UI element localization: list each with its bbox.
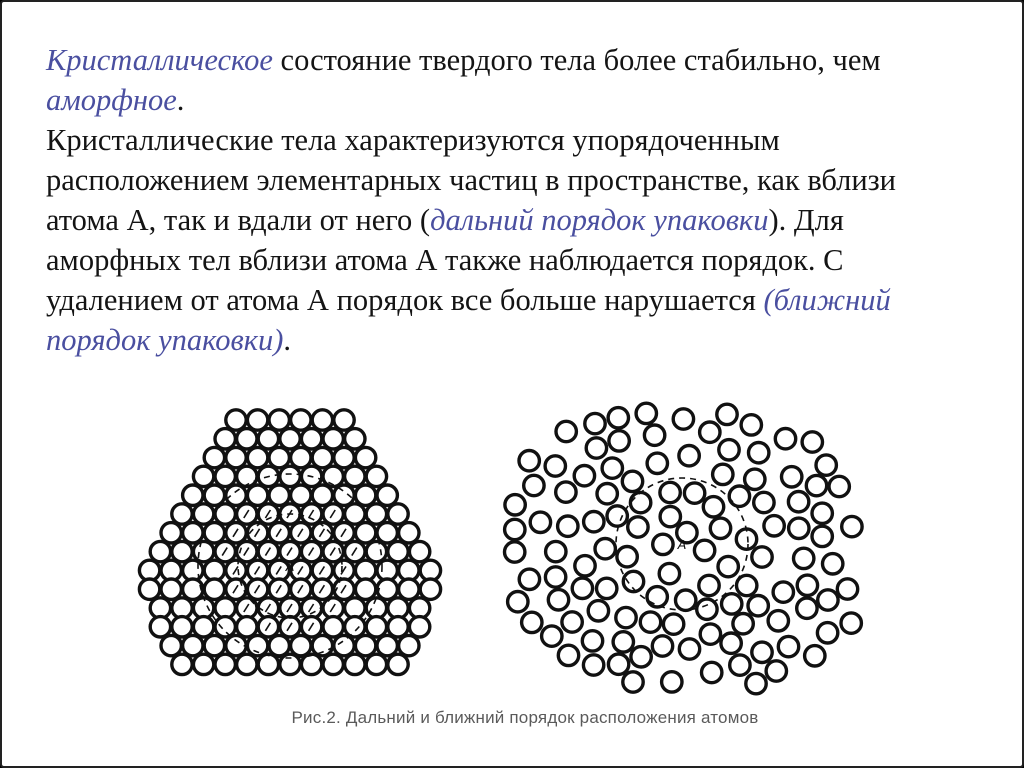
atom bbox=[660, 482, 680, 502]
atom bbox=[703, 497, 723, 517]
atom bbox=[684, 483, 704, 503]
atom bbox=[237, 466, 257, 486]
atom bbox=[631, 647, 651, 667]
atom bbox=[812, 526, 832, 546]
atom bbox=[193, 654, 213, 674]
paragraph-text: Кристаллические тела характеризуются упорядоченным расположением элементарных частиц в пространстве, как вблизи атома А, так и вдали от него ( bbox=[46, 123, 897, 237]
figure-caption: Рис.2. Дальний и ближний порядок расположения атомов bbox=[291, 708, 759, 727]
term-long-range-order: дальний порядок упаковки bbox=[430, 203, 769, 237]
atom bbox=[172, 541, 192, 561]
atom bbox=[323, 466, 343, 486]
atom bbox=[505, 542, 525, 562]
atom bbox=[366, 541, 386, 561]
atom bbox=[193, 504, 213, 524]
atom bbox=[660, 506, 680, 526]
atom bbox=[161, 635, 181, 655]
atom bbox=[775, 429, 795, 449]
atom bbox=[366, 617, 386, 637]
paragraph-stability bbox=[46, 40, 946, 120]
atom bbox=[204, 447, 224, 467]
atom bbox=[183, 579, 203, 599]
atom bbox=[545, 456, 565, 476]
atom bbox=[161, 523, 181, 543]
atom bbox=[226, 485, 246, 505]
atom bbox=[215, 429, 235, 449]
atom bbox=[548, 590, 568, 610]
atom bbox=[172, 504, 192, 524]
atom bbox=[355, 485, 375, 505]
atom bbox=[766, 661, 786, 681]
atom bbox=[818, 590, 838, 610]
atom bbox=[355, 447, 375, 467]
atom bbox=[745, 469, 765, 489]
atom bbox=[663, 614, 683, 634]
atom bbox=[679, 639, 699, 659]
atom bbox=[652, 636, 672, 656]
atom bbox=[291, 485, 311, 505]
atom bbox=[842, 516, 862, 536]
atom bbox=[150, 617, 170, 637]
atom bbox=[595, 539, 615, 559]
atom bbox=[258, 429, 278, 449]
atom bbox=[409, 617, 429, 637]
atom bbox=[505, 519, 525, 539]
atom bbox=[150, 541, 170, 561]
atom bbox=[524, 475, 544, 495]
atom bbox=[617, 547, 637, 567]
atom bbox=[644, 425, 664, 445]
atom bbox=[269, 485, 289, 505]
atom bbox=[773, 582, 793, 602]
atom bbox=[754, 492, 774, 512]
atom bbox=[323, 654, 343, 674]
atom bbox=[291, 635, 311, 655]
atom bbox=[193, 541, 213, 561]
atom bbox=[608, 654, 628, 674]
atom bbox=[699, 575, 719, 595]
atom bbox=[312, 447, 332, 467]
atom bbox=[183, 485, 203, 505]
atom bbox=[622, 471, 642, 491]
atom bbox=[802, 432, 822, 452]
atom bbox=[729, 486, 749, 506]
atom bbox=[575, 556, 595, 576]
atom bbox=[816, 455, 836, 475]
atom bbox=[388, 504, 408, 524]
atom bbox=[679, 446, 699, 466]
atom bbox=[602, 458, 622, 478]
atom bbox=[542, 626, 562, 646]
paragraph-text: состояние твердого тела более стабильно, чем bbox=[272, 43, 881, 77]
atom bbox=[636, 403, 656, 423]
atom bbox=[719, 440, 739, 460]
atom bbox=[630, 492, 650, 512]
atom bbox=[420, 579, 440, 599]
atom bbox=[226, 447, 246, 467]
atom bbox=[574, 466, 594, 486]
atom bbox=[345, 504, 365, 524]
atom bbox=[676, 590, 696, 610]
atom bbox=[280, 466, 300, 486]
atom bbox=[301, 429, 321, 449]
atom bbox=[797, 598, 817, 618]
atom bbox=[399, 579, 419, 599]
atom-arrangement-figure bbox=[132, 398, 882, 703]
term-amorphous: аморфное bbox=[46, 83, 177, 117]
atom bbox=[694, 540, 714, 560]
atom bbox=[345, 654, 365, 674]
atom bbox=[280, 429, 300, 449]
body-text bbox=[46, 40, 946, 360]
atom bbox=[291, 447, 311, 467]
atom bbox=[609, 431, 629, 451]
atom bbox=[247, 447, 267, 467]
atom bbox=[204, 579, 224, 599]
atom bbox=[710, 518, 730, 538]
atom bbox=[247, 410, 267, 430]
center-atom-label: А bbox=[677, 537, 687, 552]
atom bbox=[585, 413, 605, 433]
atom bbox=[717, 404, 737, 424]
atom bbox=[139, 579, 159, 599]
atom bbox=[237, 617, 257, 637]
atom bbox=[204, 635, 224, 655]
atom bbox=[778, 636, 798, 656]
atom bbox=[377, 523, 397, 543]
atom bbox=[741, 415, 761, 435]
atom bbox=[345, 429, 365, 449]
atom bbox=[334, 635, 354, 655]
atom bbox=[172, 617, 192, 637]
atom bbox=[247, 485, 267, 505]
atom bbox=[713, 464, 733, 484]
atom bbox=[183, 635, 203, 655]
atom bbox=[737, 575, 757, 595]
atom bbox=[193, 617, 213, 637]
atom bbox=[519, 451, 539, 471]
atom bbox=[572, 578, 592, 598]
atom bbox=[388, 654, 408, 674]
atom bbox=[746, 673, 766, 693]
atom bbox=[700, 624, 720, 644]
atom bbox=[722, 594, 742, 614]
paragraph-text: . bbox=[176, 83, 185, 117]
atom bbox=[829, 476, 849, 496]
atom bbox=[226, 410, 246, 430]
atom bbox=[718, 556, 738, 576]
atom bbox=[508, 592, 528, 612]
atom bbox=[623, 672, 643, 692]
atom bbox=[291, 410, 311, 430]
atom bbox=[562, 612, 582, 632]
atom bbox=[607, 506, 627, 526]
atom bbox=[355, 579, 375, 599]
atom bbox=[597, 578, 617, 598]
atom bbox=[215, 617, 235, 637]
atom bbox=[782, 467, 802, 487]
atom bbox=[662, 672, 682, 692]
atom bbox=[558, 516, 578, 536]
atom bbox=[613, 632, 633, 652]
atom bbox=[366, 466, 386, 486]
atom bbox=[183, 523, 203, 543]
atom bbox=[366, 504, 386, 524]
atom bbox=[583, 655, 603, 675]
atom bbox=[837, 579, 857, 599]
atom bbox=[823, 554, 843, 574]
atom bbox=[730, 655, 750, 675]
atom bbox=[721, 633, 741, 653]
atom bbox=[797, 575, 817, 595]
atom bbox=[647, 453, 667, 473]
atom bbox=[749, 443, 769, 463]
atom bbox=[345, 466, 365, 486]
atom bbox=[546, 541, 566, 561]
atom bbox=[323, 429, 343, 449]
atom bbox=[556, 482, 576, 502]
atom bbox=[215, 654, 235, 674]
atom bbox=[752, 547, 772, 567]
atom bbox=[812, 503, 832, 523]
atom bbox=[215, 504, 235, 524]
atom bbox=[794, 548, 814, 568]
atom bbox=[748, 596, 768, 616]
atom bbox=[556, 421, 576, 441]
atom bbox=[399, 635, 419, 655]
atom bbox=[788, 492, 808, 512]
amorphous-packing-diagram bbox=[500, 398, 870, 698]
atom bbox=[628, 517, 648, 537]
atom bbox=[733, 614, 753, 634]
atom bbox=[522, 612, 542, 632]
atom bbox=[388, 541, 408, 561]
atom bbox=[301, 654, 321, 674]
atom bbox=[659, 563, 679, 583]
atom bbox=[388, 617, 408, 637]
atom bbox=[409, 541, 429, 561]
atom bbox=[519, 569, 539, 589]
atom bbox=[366, 654, 386, 674]
atom bbox=[172, 654, 192, 674]
atom bbox=[269, 447, 289, 467]
atom bbox=[530, 512, 550, 532]
atom bbox=[355, 523, 375, 543]
atom bbox=[237, 654, 257, 674]
atom bbox=[588, 601, 608, 621]
atom bbox=[237, 429, 257, 449]
atom bbox=[673, 409, 693, 429]
crystal-packing-diagram bbox=[132, 398, 462, 698]
atom bbox=[597, 484, 617, 504]
atom bbox=[334, 485, 354, 505]
atom bbox=[312, 410, 332, 430]
atom bbox=[193, 466, 213, 486]
atom bbox=[204, 485, 224, 505]
atom bbox=[377, 485, 397, 505]
atom bbox=[312, 485, 332, 505]
atom bbox=[608, 408, 628, 428]
atom bbox=[640, 612, 660, 632]
atom bbox=[377, 635, 397, 655]
atom bbox=[355, 635, 375, 655]
atom bbox=[841, 613, 861, 633]
term-crystalline: Кристаллическое bbox=[46, 43, 273, 77]
atom bbox=[700, 422, 720, 442]
atom bbox=[817, 623, 837, 643]
atom bbox=[806, 475, 826, 495]
atom bbox=[215, 466, 235, 486]
atom bbox=[764, 516, 784, 536]
atom bbox=[323, 617, 343, 637]
atom bbox=[805, 646, 825, 666]
atom bbox=[505, 495, 525, 515]
atom bbox=[789, 518, 809, 538]
atom bbox=[334, 410, 354, 430]
atom bbox=[616, 607, 636, 627]
atom bbox=[558, 645, 578, 665]
atom bbox=[226, 635, 246, 655]
atom bbox=[269, 410, 289, 430]
atom bbox=[584, 512, 604, 532]
atom bbox=[161, 579, 181, 599]
atom bbox=[647, 587, 667, 607]
atom bbox=[334, 447, 354, 467]
atom bbox=[768, 611, 788, 631]
atom bbox=[752, 642, 772, 662]
atom bbox=[582, 631, 602, 651]
paragraph-order bbox=[46, 120, 946, 360]
paragraph-text: . bbox=[283, 323, 292, 357]
atom bbox=[269, 635, 289, 655]
atom bbox=[345, 617, 365, 637]
paragraph-text: ). Для аморфных тел вблизи атома А также наблюдается порядок. С удалением от атома А порядок все больше нарушается bbox=[46, 203, 844, 317]
atom bbox=[653, 534, 673, 554]
atom bbox=[545, 567, 565, 587]
atom bbox=[399, 523, 419, 543]
term-short-range-order: (ближний порядок упаковки) bbox=[46, 283, 891, 357]
center-atom-label: А bbox=[285, 559, 295, 574]
atom bbox=[586, 438, 606, 458]
atom bbox=[702, 662, 722, 682]
